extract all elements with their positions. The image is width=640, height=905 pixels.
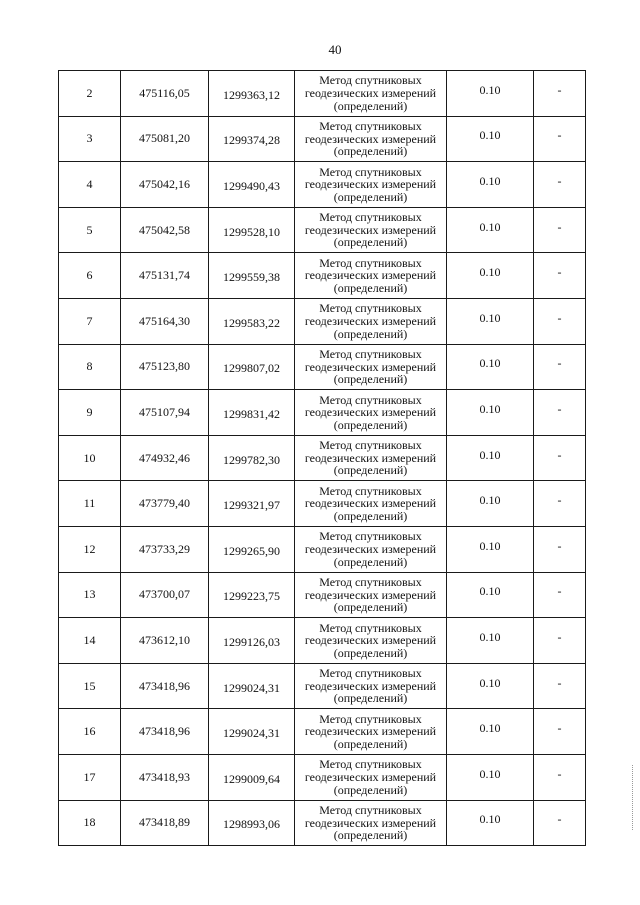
- point-number-cell-text: 3: [86, 131, 93, 146]
- x-coordinate-cell: [121, 390, 209, 436]
- extra-cell: [534, 162, 586, 208]
- extra-cell: [534, 618, 586, 664]
- x-coordinate-cell-text: 473733,29: [139, 541, 190, 556]
- extra-cell: [534, 526, 586, 572]
- table-row: [59, 618, 586, 664]
- extra-cell: [534, 481, 586, 527]
- extra-cell-text: -: [557, 721, 562, 736]
- method-line: Метод спутниковых: [319, 757, 422, 772]
- extra-cell-text: -: [557, 265, 562, 280]
- point-number-cell-text: 12: [83, 541, 96, 556]
- table-row: [59, 253, 586, 299]
- extra-cell: [534, 116, 586, 162]
- y-coordinate-cell: [209, 298, 295, 344]
- point-number-cell-text: 15: [83, 678, 96, 693]
- x-coordinate-cell-text: 475123,80: [139, 359, 190, 374]
- point-number-cell-text: 14: [83, 632, 96, 647]
- y-coordinate-cell-text: 1299559,38: [223, 270, 280, 285]
- x-coordinate-cell-text: 475116,05: [139, 85, 190, 100]
- method-line: (определений): [333, 144, 408, 159]
- point-number-cell-text: 11: [83, 496, 96, 511]
- extra-cell-text: -: [557, 310, 562, 325]
- method-line: геодезических измерений: [304, 313, 437, 328]
- x-coordinate-cell-text: 473418,96: [139, 724, 190, 739]
- x-coordinate-cell: [121, 754, 209, 800]
- method-line: Метод спутниковых: [319, 255, 422, 270]
- x-coordinate-cell-text: 473612,10: [139, 632, 190, 647]
- point-number-cell-text: 13: [83, 587, 96, 602]
- y-coordinate-cell: [209, 435, 295, 481]
- y-coordinate-cell-text: 1299782,30: [223, 452, 280, 467]
- method-line: геодезических измерений: [304, 769, 437, 784]
- y-coordinate-cell: [209, 572, 295, 618]
- method-line: (определений): [333, 326, 408, 341]
- table-row: [59, 709, 586, 755]
- x-coordinate-cell: [121, 709, 209, 755]
- accuracy-cell: [447, 800, 534, 846]
- method-line: (определений): [333, 600, 408, 615]
- x-coordinate-cell-text: 474932,46: [139, 450, 190, 465]
- table-row: [59, 481, 586, 527]
- table-row: [59, 663, 586, 709]
- method-line: геодезических измерений: [304, 724, 437, 739]
- coordinates-table-body: [59, 71, 586, 846]
- x-coordinate-cell: [121, 526, 209, 572]
- method-line: геодезических измерений: [304, 222, 437, 237]
- accuracy-cell-text: 0.10: [479, 493, 501, 508]
- y-coordinate-cell: [209, 754, 295, 800]
- extra-cell: [534, 800, 586, 846]
- point-number-cell: [59, 435, 121, 481]
- point-number-cell: [59, 572, 121, 618]
- page-number: 40: [328, 42, 342, 57]
- y-coordinate-cell-text: 1299024,31: [223, 726, 280, 741]
- point-number-cell: [59, 618, 121, 664]
- extra-cell-text: -: [557, 173, 562, 188]
- point-number-cell-text: 17: [83, 769, 96, 784]
- extra-cell-text: -: [557, 766, 562, 781]
- accuracy-cell: [447, 572, 534, 618]
- point-number-cell-text: 2: [86, 85, 93, 100]
- accuracy-cell-text: 0.10: [479, 401, 501, 416]
- extra-cell: [534, 572, 586, 618]
- method-line: (определений): [333, 98, 408, 113]
- table-row: [59, 298, 586, 344]
- table-row: [59, 754, 586, 800]
- accuracy-cell-text: 0.10: [479, 219, 501, 234]
- y-coordinate-cell: [209, 162, 295, 208]
- table-row: [59, 162, 586, 208]
- accuracy-cell: [447, 344, 534, 390]
- point-number-cell: [59, 162, 121, 208]
- accuracy-cell-text: 0.10: [479, 538, 501, 553]
- accuracy-cell: [447, 71, 534, 117]
- extra-cell-text: -: [557, 401, 562, 416]
- x-coordinate-cell: [121, 435, 209, 481]
- point-number-cell: [59, 526, 121, 572]
- method-line: (определений): [333, 691, 408, 706]
- extra-cell-text: -: [557, 447, 562, 462]
- accuracy-cell-text: 0.10: [479, 766, 501, 781]
- point-number-cell-text: 10: [83, 450, 96, 465]
- extra-cell: [534, 663, 586, 709]
- method-line: Метод спутниковых: [319, 483, 422, 498]
- accuracy-cell-text: 0.10: [479, 675, 501, 690]
- table-row: [59, 572, 586, 618]
- accuracy-cell: [447, 618, 534, 664]
- x-coordinate-cell-text: 475042,16: [139, 176, 190, 191]
- method-line: геодезических измерений: [304, 450, 437, 465]
- method-line: Метод спутниковых: [319, 574, 422, 589]
- y-coordinate-cell: [209, 618, 295, 664]
- method-line: геодезических измерений: [304, 496, 437, 511]
- method-line: Метод спутниковых: [319, 119, 422, 133]
- x-coordinate-cell: [121, 481, 209, 527]
- point-number-cell: [59, 253, 121, 299]
- y-coordinate-cell: [209, 390, 295, 436]
- point-number-cell: [59, 390, 121, 436]
- method-line: (определений): [333, 280, 408, 295]
- accuracy-cell-text: 0.10: [479, 356, 501, 371]
- table-row: [59, 435, 586, 481]
- accuracy-cell-text: 0.10: [479, 265, 501, 280]
- point-number-cell: [59, 709, 121, 755]
- table-row: [59, 344, 586, 390]
- method-line: Метод спутниковых: [319, 73, 422, 88]
- point-number-cell: [59, 298, 121, 344]
- point-number-cell-text: 4: [86, 176, 93, 191]
- accuracy-cell-text: 0.10: [479, 447, 501, 462]
- x-coordinate-cell: [121, 162, 209, 208]
- point-number-cell: [59, 800, 121, 846]
- extra-cell-text: -: [557, 219, 562, 234]
- y-coordinate-cell-text: 1299831,42: [223, 406, 280, 421]
- extra-cell: [534, 298, 586, 344]
- accuracy-cell: [447, 526, 534, 572]
- y-coordinate-cell-text: 1299321,97: [223, 498, 280, 513]
- accuracy-cell-text: 0.10: [479, 721, 501, 736]
- point-number-cell-text: 9: [86, 404, 93, 419]
- extra-cell-text: -: [557, 812, 562, 827]
- method-line: Метод спутниковых: [319, 529, 422, 544]
- x-coordinate-cell: [121, 71, 209, 117]
- accuracy-cell-text: 0.10: [479, 128, 501, 143]
- method-line: (определений): [333, 508, 408, 523]
- x-coordinate-cell-text: 473779,40: [139, 496, 190, 511]
- y-coordinate-cell: [209, 526, 295, 572]
- x-coordinate-cell: [121, 253, 209, 299]
- method-line: (определений): [333, 554, 408, 569]
- point-number-cell: [59, 663, 121, 709]
- table-row: [59, 390, 586, 436]
- accuracy-cell-text: 0.10: [479, 812, 501, 827]
- x-coordinate-cell: [121, 800, 209, 846]
- method-line: геодезических измерений: [304, 541, 437, 556]
- point-number-cell-text: 7: [86, 313, 93, 328]
- point-number-cell: [59, 116, 121, 162]
- point-number-cell: [59, 481, 121, 527]
- method-line: Метод спутниковых: [319, 620, 422, 635]
- method-cell: [295, 390, 447, 436]
- method-cell: [295, 709, 447, 755]
- y-coordinate-cell-text: 1299490,43: [223, 178, 280, 193]
- method-line: геодезических измерений: [304, 633, 437, 648]
- method-line: геодезических измерений: [304, 86, 437, 100]
- y-coordinate-cell-text: 1299528,10: [223, 224, 280, 239]
- accuracy-cell-text: 0.10: [479, 173, 501, 188]
- x-coordinate-cell: [121, 618, 209, 664]
- extra-cell-text: -: [557, 584, 562, 599]
- x-coordinate-cell: [121, 344, 209, 390]
- point-number-cell-text: 5: [86, 222, 93, 237]
- y-coordinate-cell: [209, 481, 295, 527]
- accuracy-cell: [447, 298, 534, 344]
- y-coordinate-cell-text: 1299126,03: [223, 634, 280, 649]
- method-line: Метод спутниковых: [319, 346, 422, 361]
- method-line: (определений): [333, 828, 408, 843]
- accuracy-cell: [447, 207, 534, 253]
- method-line: (определений): [333, 417, 408, 432]
- method-cell: [295, 116, 447, 162]
- method-line: (определений): [333, 736, 408, 751]
- method-cell: [295, 298, 447, 344]
- method-cell: [295, 253, 447, 299]
- method-line: Метод спутниковых: [319, 802, 422, 817]
- y-coordinate-cell: [209, 344, 295, 390]
- method-line: геодезических измерений: [304, 268, 437, 283]
- accuracy-cell: [447, 663, 534, 709]
- extra-cell-text: -: [557, 629, 562, 644]
- method-cell: [295, 481, 447, 527]
- accuracy-cell: [447, 253, 534, 299]
- point-number-cell-text: 18: [83, 815, 96, 830]
- extra-cell-text: -: [557, 356, 562, 371]
- method-line: Метод спутниковых: [319, 164, 422, 179]
- point-number-cell-text: 16: [83, 724, 96, 739]
- accuracy-cell: [447, 390, 534, 436]
- extra-cell-text: -: [557, 675, 562, 690]
- x-coordinate-cell: [121, 207, 209, 253]
- accuracy-cell: [447, 116, 534, 162]
- method-cell: [295, 162, 447, 208]
- x-coordinate-cell-text: 473418,93: [139, 769, 190, 784]
- y-coordinate-cell-text: 1299265,90: [223, 543, 280, 558]
- method-line: (определений): [333, 372, 408, 387]
- y-coordinate-cell-text: 1298993,06: [223, 817, 280, 832]
- extra-cell: [534, 71, 586, 117]
- method-line: геодезических измерений: [304, 359, 437, 374]
- extra-cell: [534, 253, 586, 299]
- method-cell: [295, 435, 447, 481]
- method-line: геодезических измерений: [304, 678, 437, 693]
- method-line: геодезических измерений: [304, 177, 437, 192]
- point-number-cell-text: 8: [86, 359, 93, 374]
- accuracy-cell: [447, 754, 534, 800]
- point-number-cell: [59, 344, 121, 390]
- method-line: (определений): [333, 463, 408, 478]
- method-line: Метод спутниковых: [319, 392, 422, 407]
- y-coordinate-cell: [209, 116, 295, 162]
- method-line: Метод спутниковых: [319, 711, 422, 726]
- accuracy-cell: [447, 435, 534, 481]
- extra-cell: [534, 344, 586, 390]
- method-line: (определений): [333, 189, 408, 204]
- method-line: геодезических измерений: [304, 405, 437, 420]
- table-row: [59, 207, 586, 253]
- extra-cell: [534, 435, 586, 481]
- method-line: геодезических измерений: [304, 131, 437, 146]
- point-number-cell: [59, 71, 121, 117]
- table-row: [59, 526, 586, 572]
- table-row: [59, 71, 586, 117]
- y-coordinate-cell-text: 1299024,31: [223, 680, 280, 695]
- y-coordinate-cell-text: 1299807,02: [223, 361, 280, 376]
- method-cell: [295, 344, 447, 390]
- accuracy-cell-text: 0.10: [479, 584, 501, 599]
- method-line: геодезических измерений: [304, 587, 437, 602]
- y-coordinate-cell: [209, 207, 295, 253]
- coordinates-table: [58, 70, 586, 846]
- method-cell: [295, 572, 447, 618]
- point-number-cell: [59, 754, 121, 800]
- method-line: Метод спутниковых: [319, 210, 422, 225]
- accuracy-cell-text: 0.10: [479, 629, 501, 644]
- y-coordinate-cell: [209, 253, 295, 299]
- method-cell: [295, 207, 447, 253]
- method-cell: [295, 800, 447, 846]
- y-coordinate-cell-text: 1299363,12: [223, 87, 280, 102]
- extra-cell-text: -: [557, 128, 562, 143]
- method-cell: [295, 663, 447, 709]
- method-line: (определений): [333, 782, 408, 797]
- point-number-cell-text: 6: [86, 268, 93, 283]
- x-coordinate-cell: [121, 663, 209, 709]
- y-coordinate-cell: [209, 800, 295, 846]
- y-coordinate-cell-text: 1299009,64: [223, 771, 280, 786]
- x-coordinate-cell-text: 475081,20: [139, 131, 190, 146]
- method-line: (определений): [333, 235, 408, 250]
- x-coordinate-cell-text: 475107,94: [139, 404, 190, 419]
- extra-cell: [534, 390, 586, 436]
- x-coordinate-cell-text: 475042,58: [139, 222, 190, 237]
- method-line: Метод спутниковых: [319, 438, 422, 453]
- x-coordinate-cell-text: 475131,74: [139, 268, 190, 283]
- method-line: геодезических измерений: [304, 815, 437, 830]
- extra-cell: [534, 709, 586, 755]
- x-coordinate-cell: [121, 298, 209, 344]
- table-row: [59, 116, 586, 162]
- accuracy-cell: [447, 709, 534, 755]
- method-line: Метод спутниковых: [319, 666, 422, 681]
- accuracy-cell: [447, 481, 534, 527]
- margin-mark: [632, 765, 636, 830]
- accuracy-cell: [447, 162, 534, 208]
- extra-cell-text: -: [557, 493, 562, 508]
- y-coordinate-cell-text: 1299583,22: [223, 315, 280, 330]
- method-cell: [295, 71, 447, 117]
- table-row: [59, 800, 586, 846]
- extra-cell: [534, 754, 586, 800]
- accuracy-cell-text: 0.10: [479, 82, 501, 97]
- point-number-cell: [59, 207, 121, 253]
- extra-cell-text: -: [557, 82, 562, 97]
- x-coordinate-cell: [121, 572, 209, 618]
- method-cell: [295, 754, 447, 800]
- method-line: Метод спутниковых: [319, 301, 422, 316]
- accuracy-cell-text: 0.10: [479, 310, 501, 325]
- extra-cell-text: -: [557, 538, 562, 553]
- y-coordinate-cell: [209, 71, 295, 117]
- y-coordinate-cell: [209, 663, 295, 709]
- x-coordinate-cell-text: 473418,96: [139, 678, 190, 693]
- y-coordinate-cell-text: 1299374,28: [223, 133, 280, 148]
- x-coordinate-cell-text: 473418,89: [139, 815, 190, 830]
- y-coordinate-cell-text: 1299223,75: [223, 589, 280, 604]
- x-coordinate-cell-text: 475164,30: [139, 313, 190, 328]
- method-line: (определений): [333, 645, 408, 660]
- x-coordinate-cell-text: 473700,07: [139, 587, 190, 602]
- method-cell: [295, 526, 447, 572]
- extra-cell: [534, 207, 586, 253]
- y-coordinate-cell: [209, 709, 295, 755]
- x-coordinate-cell: [121, 116, 209, 162]
- method-cell: [295, 618, 447, 664]
